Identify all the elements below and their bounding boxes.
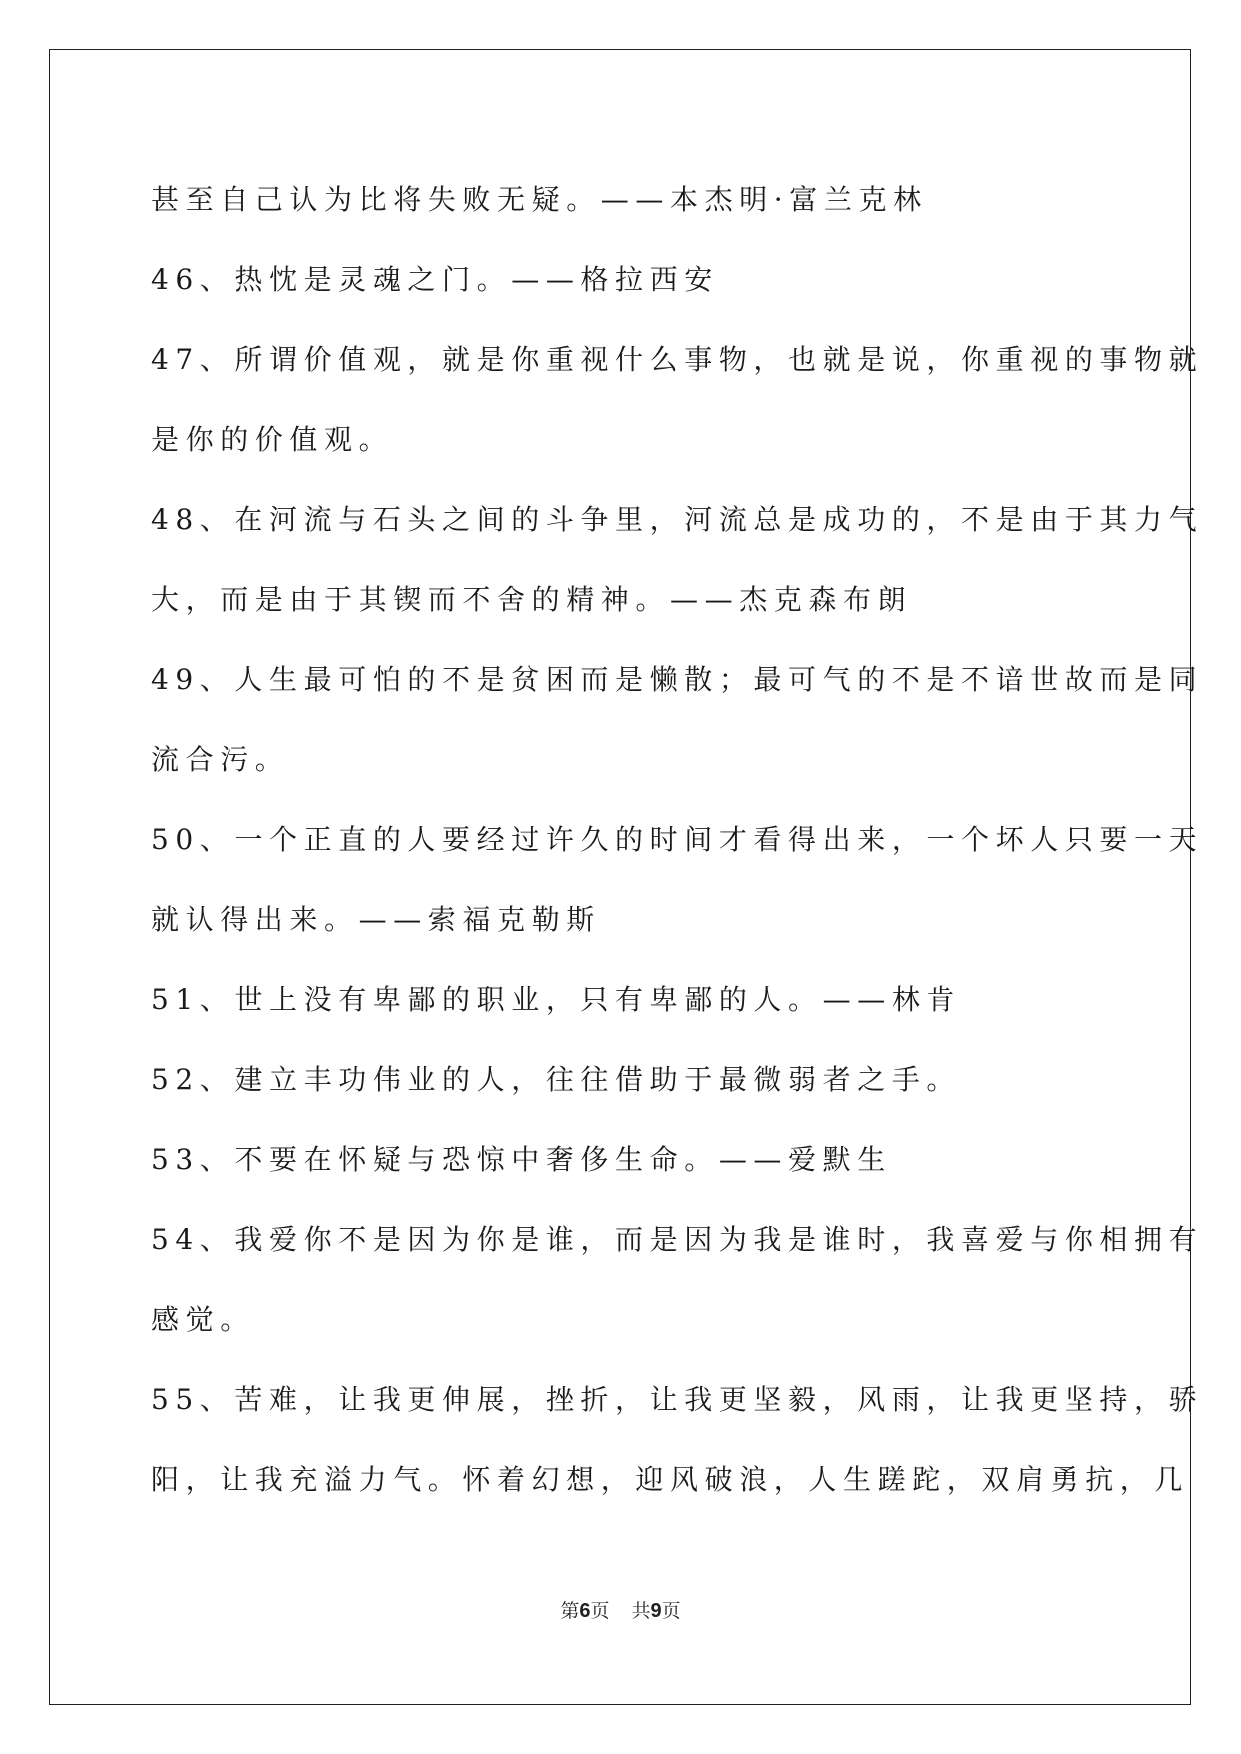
page-suffix: 页 xyxy=(590,1600,610,1622)
text-line: 48、在河流与石头之间的斗争里，河流总是成功的，不是由于其力气 xyxy=(151,503,1204,536)
text-line: 55、苦难，让我更伸展，挫折，让我更坚毅，风雨，让我更坚持，骄 xyxy=(151,1383,1204,1416)
text-line: 流合污。 xyxy=(151,743,290,776)
text-line: 47、所谓价值观，就是你重视什么事物，也就是说，你重视的事物就 xyxy=(151,343,1204,376)
page-total-number: 9 xyxy=(650,1600,662,1622)
text-line: 大，而是由于其锲而不舍的精神。——杰克森布朗 xyxy=(151,583,913,616)
text-line: 52、建立丰功伟业的人，往往借助于最微弱者之手。 xyxy=(151,1063,962,1096)
text-line: 50、一个正直的人要经过许久的时间才看得出来，一个坏人只要一天 xyxy=(151,823,1204,856)
text-line: 51、世上没有卑鄙的职业，只有卑鄙的人。——林肯 xyxy=(151,983,962,1016)
text-line: 49、人生最可怕的不是贫困而是懒散；最可气的不是不谙世故而是同 xyxy=(151,663,1204,696)
page-prefix: 第 xyxy=(560,1600,580,1622)
text-line: 53、不要在怀疑与恐惊中奢侈生命。——爱默生 xyxy=(151,1143,892,1176)
text-line: 46、热忱是灵魂之门。——格拉西安 xyxy=(151,263,719,296)
text-line: 是你的价值观。 xyxy=(151,423,394,456)
text-line: 54、我爱你不是因为你是谁，而是因为我是谁时，我喜爱与你相拥有 xyxy=(151,1223,1204,1256)
total-prefix: 共 xyxy=(631,1600,651,1622)
text-line: 阳，让我充溢力气。怀着幻想，迎风破浪，人生蹉跎，双肩勇抗，几 xyxy=(151,1463,1190,1496)
total-suffix: 页 xyxy=(661,1600,681,1622)
text-line: 甚至自己认为比将失败无疑。——本杰明·富兰克林 xyxy=(151,183,928,216)
page-footer xyxy=(0,1596,1241,1623)
text-line: 就认得出来。——索福克勒斯 xyxy=(151,903,601,936)
document-body xyxy=(151,160,1204,1520)
text-line: 感觉。 xyxy=(151,1303,255,1336)
page-current-number: 6 xyxy=(579,1600,591,1622)
